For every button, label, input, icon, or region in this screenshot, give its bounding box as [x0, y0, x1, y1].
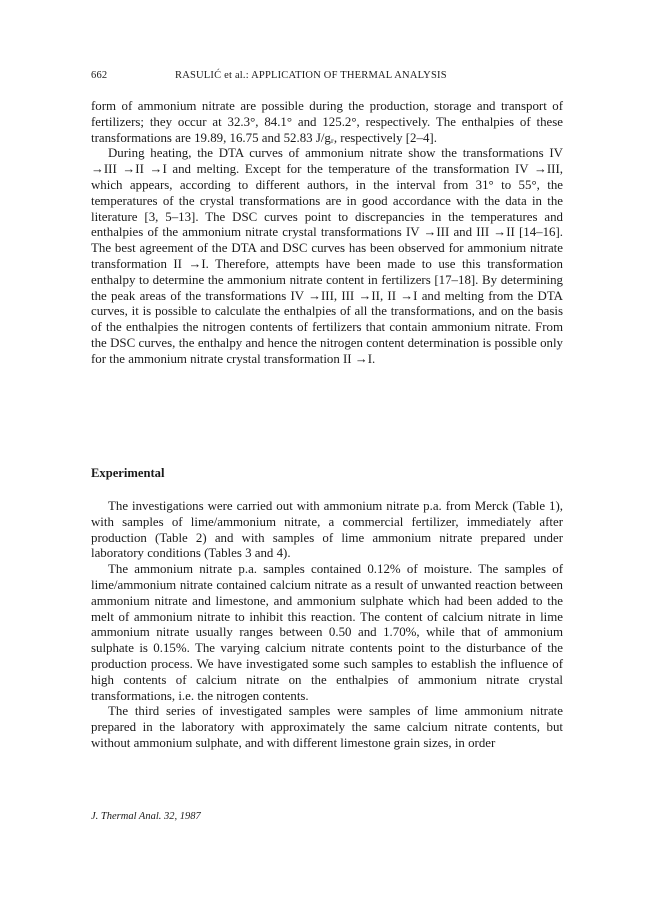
journal-footer: J. Thermal Anal. 32, 1987 — [91, 811, 201, 822]
body-text-experimental — [91, 499, 563, 752]
paragraph: form of ammonium nitrate are possible during the production, storage and transport of fertilizers; they occur at 32.3°, 84.1° and 125.2°, respectively. The enthalpies of these transformations are 19.89, 16.75 and 52.83 J/gᵣ, respectively [2–4]. — [91, 99, 563, 145]
body-text-top — [91, 99, 563, 368]
paragraph: During heating, the DTA curves of ammonium nitrate show the transformations IV →III →II →I and melting. Except for the temperature of the transformation IV →III, which appears, according to different authors, in the interval from 31° to 55°, the temperatures of the crystal transformations are in good accordance with the data in the literature [3, 5–13]. The DSC curves point to discrepancies in the temperatures and enthalpies of the ammonium nitrate crystal transformations IV →III and III →II [14–16]. The best agreement of the DTA and DSC curves has been observed for ammonium nitrate transformation II →I. Therefore, attempts have been made to use this transformation enthalpy to determine the ammonium nitrate content in fertilizers [17–18]. By determining the peak areas of the transformations IV →III, III →II, II →I and melting from the DTA curves, it is possible to calculate the enthalpies of all the transformations, and on the basis of the enthalpies the nitrogen contents of fertilizers that contain ammonium nitrate. From the DSC curves, the enthalpy and hence the nitrogen content determination is possible only for the ammonium nitrate crystal transformation II →I. — [91, 146, 563, 366]
paragraph: The ammonium nitrate p.a. samples contained 0.12% of moisture. The samples of lime/ammonium nitrate contained calcium nitrate as a result of unwanted reaction between ammonium nitrate and limestone, and ammonium sulphate which had been added to the melt of ammonium nitrate to inhibit this reaction. The content of calcium nitrate in lime ammonium nitrate usually ranges between 0.50 and 1.70%, while that of ammonium sulphate is 0.15%. The varying calcium nitrate contents point to the disturbance of the production process. We have investigated some such samples to establish the influence of high contents of calcium nitrate on the enthalpies of ammonium nitrate crystal transformations, i.e. the nitrogen contents. — [91, 562, 563, 703]
paragraph: The investigations were carried out with ammonium nitrate p.a. from Merck (Table 1), with samples of lime/ammonium nitrate, a commercial fertilizer, immediately after production (Table 2) and with samples of lime ammonium nitrate prepared under laboratory conditions (Tables 3 and 4). — [91, 499, 563, 561]
paragraph: The third series of investigated samples were samples of lime ammonium nitrate prepared in the laboratory with approximately the same calcium nitrate contents, but without ammonium sulphate, and with different limestone grain sizes, in order — [91, 704, 563, 750]
section-heading: Experimental — [91, 466, 165, 480]
page-number: 662 — [91, 70, 108, 81]
running-title: RASULIĆ et al.: APPLICATION OF THERMAL ANALYSIS — [175, 70, 447, 81]
